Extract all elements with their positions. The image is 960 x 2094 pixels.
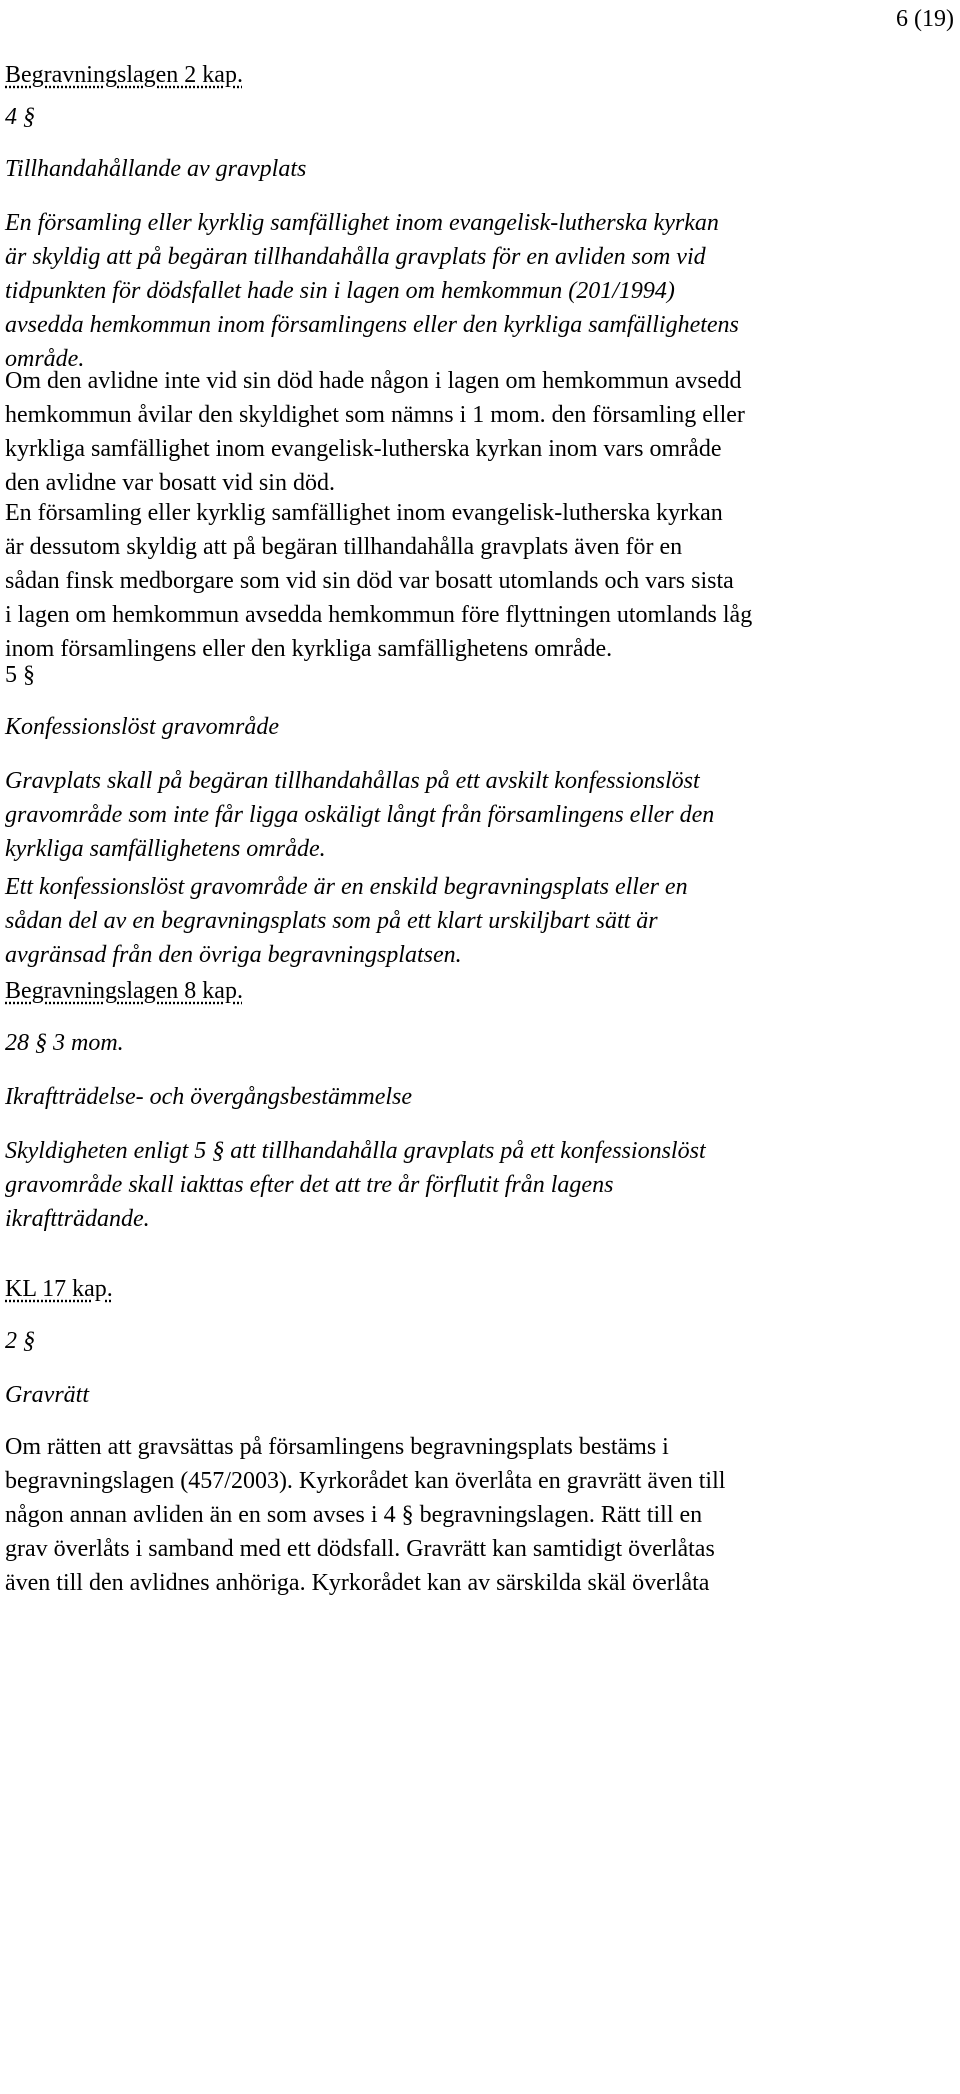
heading-konfessionslost: Konfessionslöst gravområde [5,714,280,740]
text-line: En församling eller kyrklig samfällighet inom evangelisk-lutherska kyrkan [5,210,719,236]
paragraph-5 [5,870,688,972]
text-line: område. [5,346,85,372]
paragraph-2 [5,364,745,500]
section-ref-begravningslagen-8-kap: Begravningslagen 8 kap. [5,978,243,1004]
text-line: är skyldig att på begäran tillhandahålla gravplats för en avliden som vid [5,244,706,270]
text-line: Om rätten att gravsättas på församlingens begravningsplats bestäms i [5,1434,669,1460]
text-line: avgränsad från den övriga begravningsplatsen. [5,942,462,968]
section-ref-kl-17-kap: KL 17 kap. [5,1276,113,1302]
text-line: kyrkliga samfällighet inom evangelisk-lutherska kyrkan inom vars område [5,436,722,462]
paragraph-number-2: 2 § [5,1328,35,1354]
text-line: sådan finsk medborgare som vid sin död var bosatt utomlands och vars sista [5,568,734,594]
paragraph-7 [5,1430,725,1600]
paragraph-6 [5,1134,706,1236]
text-line: kyrkliga samfällighetens område. [5,836,326,862]
text-line: inom församlingens eller den kyrkliga samfällighetens område. [5,636,613,662]
paragraph-number-5: 5 § [5,662,35,688]
text-line: den avlidne var bosatt vid sin död. [5,470,335,496]
text-line: någon annan avliden än en som avses i 4 § begravningslagen. Rätt till en [5,1502,703,1528]
text-line: Ett konfessionslöst gravområde är en enskild begravningsplats eller en [5,874,688,900]
text-line: Gravplats skall på begäran tillhandahållas på ett avskilt konfessionslöst [5,768,700,794]
paragraph-number-28: 28 § 3 mom. [5,1030,124,1056]
text-line: är dessutom skyldig att på begäran tillhandahålla gravplats även för en [5,534,683,560]
page-number: 6 (19) [896,6,954,32]
text-line: i lagen om hemkommun avsedda hemkommun före flyttningen utomlands låg [5,602,753,628]
text-line: ikraftträdande. [5,1206,150,1232]
heading-gravratt: Gravrätt [5,1382,89,1408]
text-line: Om den avlidne inte vid sin död hade någon i lagen om hemkommun avsedd [5,368,742,394]
section-ref-begravningslagen-2-kap: Begravningslagen 2 kap. [5,62,243,88]
text-line: gravområde skall iakttas efter det att tre år förflutit från lagens [5,1172,614,1198]
paragraph-number-4: 4 § [5,104,35,130]
text-line: sådan del av en begravningsplats som på ett klart urskiljbart sätt är [5,908,658,934]
text-line: Skyldigheten enligt 5 § att tillhandahålla gravplats på ett konfessionslöst [5,1138,706,1164]
heading-ikrafttradelse: Ikraftträdelse- och övergångsbestämmelse [5,1084,413,1110]
text-line: grav överlåts i samband med ett dödsfall. Gravrätt kan samtidigt överlåtas [5,1536,715,1562]
heading-tillhandahallande: Tillhandahållande av gravplats [5,156,307,182]
text-line: avsedda hemkommun inom församlingens eller den kyrkliga samfällighetens [5,312,739,338]
text-line: begravningslagen (457/2003). Kyrkorådet kan överlåta en gravrätt även till [5,1468,726,1494]
text-line: tidpunkten för dödsfallet hade sin i lagen om hemkommun (201/1994) [5,278,675,304]
text-line: gravområde som inte får ligga oskäligt långt från församlingens eller den [5,802,715,828]
text-line: En församling eller kyrklig samfällighet inom evangelisk-lutherska kyrkan [5,500,723,526]
paragraph-1 [5,206,739,376]
text-line: även till den avlidnes anhöriga. Kyrkorådet kan av särskilda skäl överlåta [5,1570,710,1596]
text-line: hemkommun åvilar den skyldighet som nämns i 1 mom. den församling eller [5,402,745,428]
paragraph-4 [5,764,714,866]
paragraph-3 [5,496,752,666]
